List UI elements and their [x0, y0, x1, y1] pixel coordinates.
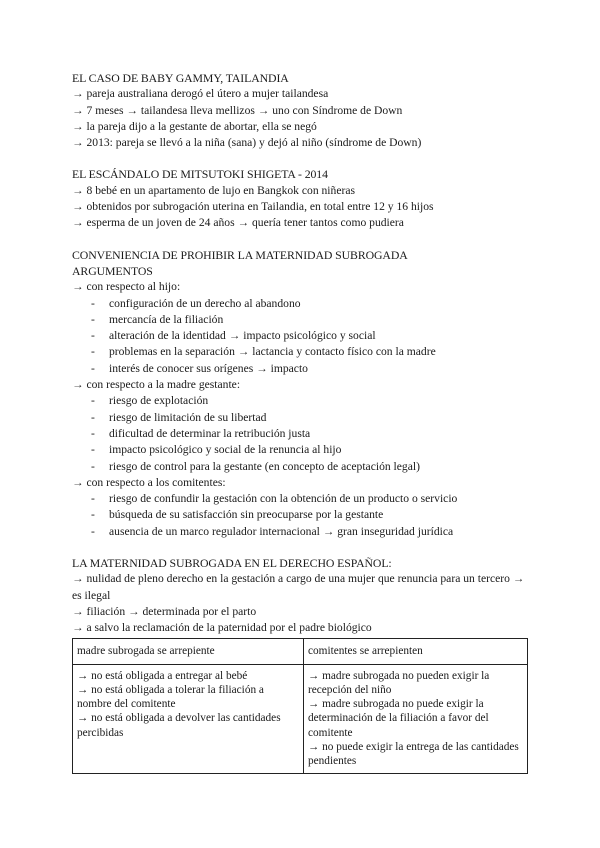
table-header-cell: comitentes se arrepienten — [304, 638, 528, 664]
table-header-row — [73, 638, 528, 664]
list-item: - riesgo de limitación de su libertad — [72, 410, 528, 426]
section-title-gammy: EL CASO DE BABY GAMMY, TAILANDIA — [72, 71, 289, 85]
table-header-cell: madre subrogada se arrepiente — [73, 638, 304, 664]
list-item: - riesgo de control para la gestante (en concepto de aceptación legal) — [72, 459, 528, 475]
argument-list-madre — [72, 393, 528, 474]
section-subtitle-argumentos: ARGUMENTOS — [72, 263, 153, 278]
table-cell-madre — [73, 664, 304, 773]
list-item: - riesgo de explotación — [72, 393, 528, 409]
table-row — [73, 664, 528, 773]
list-item: - interés de conocer sus orígenes → impacto — [72, 361, 528, 377]
argument-group-label: → con respecto al hijo: — [72, 280, 181, 294]
cell-line: → no está obligada a entregar al bebé — [77, 669, 248, 682]
list-item: - mercancía de la filiación — [72, 312, 528, 328]
list-item: - riesgo de confundir la gestación con la obtención de un producto o servicio — [72, 491, 528, 507]
cell-line: → no está obligada a tolerar la filiación a nombre del comitente — [77, 683, 264, 711]
cell-line: → no está obligada a devolver las cantidades percibidas — [77, 712, 281, 739]
section-title-conveniencia: CONVENIENCIA DE PROHIBIR LA MATERNIDAD SUBROGADA — [72, 247, 408, 262]
list-item: - búsqueda de su satisfacción sin preocuparse por la gestante — [72, 507, 528, 523]
cell-line: → madre subrogada no pueden exigir la recepción del niño — [308, 669, 490, 696]
document-content — [72, 70, 528, 774]
list-item: - alteración de la identidad → impacto psicológico y social — [72, 328, 528, 344]
shigeta-line: → esperma de un joven de 24 años → quería tener tantos como pudiera — [72, 216, 404, 230]
cell-line: → madre subrogada no puede exigir la determinación de la filiación a favor del comitente — [308, 698, 489, 739]
comparison-table — [72, 638, 528, 775]
list-item: - ausencia de un marco regulador internacional → gran inseguridad jurídica — [72, 524, 528, 540]
cell-line: → no puede exigir la entrega de las cantidades pendientes — [308, 740, 519, 767]
argument-list-comitentes — [72, 491, 528, 540]
argument-group-label: → con respecto a los comitentes: — [72, 475, 226, 489]
derecho-line: → a salvo la reclamación de la paternidad por el padre biológico — [72, 621, 372, 635]
table-cell-comitentes — [304, 664, 528, 773]
argument-group-label: → con respecto a la madre gestante: — [72, 378, 241, 392]
gammy-line: → la pareja dijo a la gestante de abortar, ella se negó — [72, 119, 317, 133]
list-item: - dificultad de determinar la retribución justa — [72, 426, 528, 442]
gammy-line: → 2013: pareja se llevó a la niña (sana) y dejó al niño (síndrome de Down) — [72, 136, 422, 150]
list-item: - configuración de un derecho al abandono — [72, 296, 528, 312]
list-item: - problemas en la separación → lactancia y contacto físico con la madre — [72, 344, 528, 360]
shigeta-line: → obtenidos por subrogación uterina en Tailandia, en total entre 12 y 16 hijos — [72, 200, 434, 214]
derecho-line: → nulidad de pleno derecho en la gestación a cargo de una mujer que renuncia para un tercero → es ilegal — [72, 572, 525, 602]
list-item: - impacto psicológico y social de la renuncia al hijo — [72, 442, 528, 458]
section-title-derecho: LA MATERNIDAD SUBROGADA EN EL DERECHO ESPAÑOL: — [72, 556, 392, 571]
argument-list-hijo — [72, 296, 528, 377]
gammy-line: → pareja australiana derogó el útero a mujer tailandesa — [72, 87, 329, 101]
derecho-line: → filiación → determinada por el parto — [72, 604, 257, 618]
gammy-line: → 7 meses → tailandesa lleva mellizos → uno con Síndrome de Down — [72, 103, 403, 117]
shigeta-line: → 8 bebé en un apartamento de lujo en Bangkok con niñeras — [72, 183, 355, 197]
section-title-shigeta: EL ESCÁNDALO DE MITSUTOKI SHIGETA - 2014 — [72, 167, 328, 182]
